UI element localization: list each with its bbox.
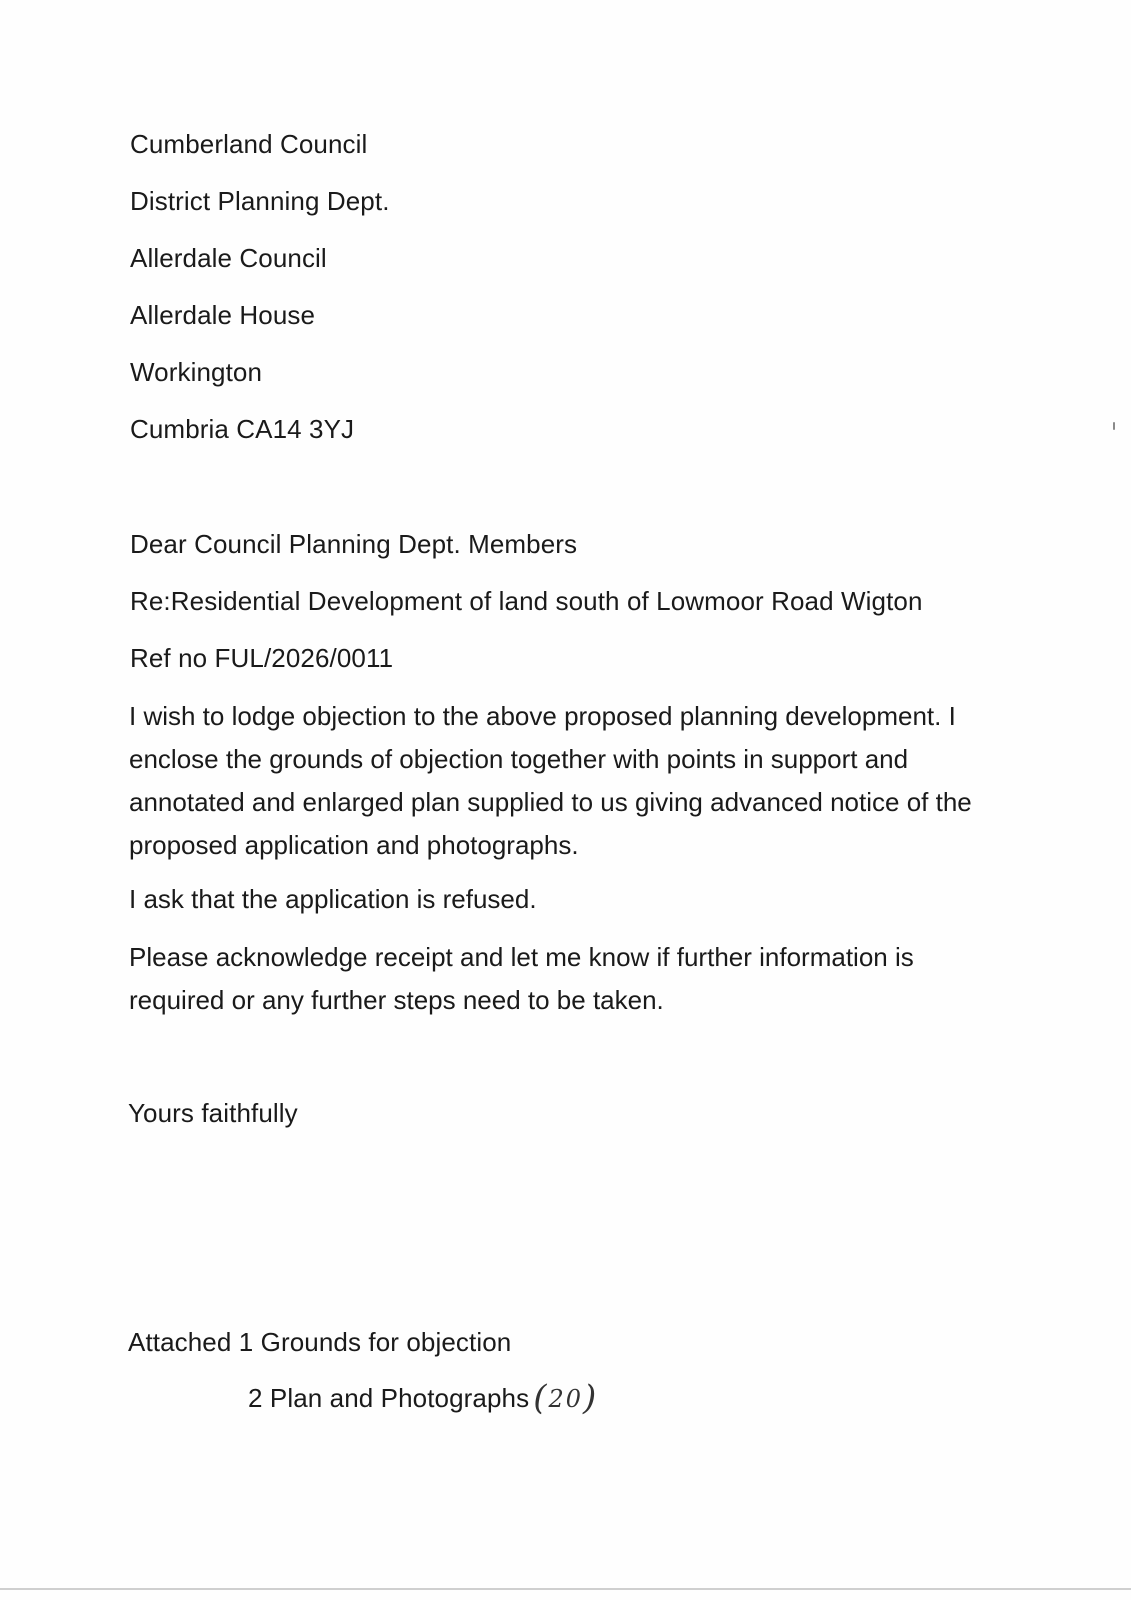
- body-paragraph-2: I ask that the application is refused.: [129, 884, 537, 914]
- attachment-item-1: Attached 1 Grounds for objection: [128, 1327, 512, 1357]
- recipient-line-2: District Planning Dept.: [130, 186, 390, 216]
- handwritten-annotation: (20): [533, 1378, 599, 1418]
- scan-edge-line: [0, 1588, 1131, 1590]
- recipient-line-4: Allerdale House: [130, 300, 316, 330]
- attachment-item-2-text: 2 Plan and Photographs: [248, 1383, 530, 1413]
- closing: Yours faithfully: [128, 1098, 298, 1128]
- recipient-line-3: Allerdale Council: [130, 243, 327, 273]
- recipient-line-6: Cumbria CA14 3YJ: [130, 414, 355, 444]
- subject-line: Re:Residential Development of land south of Lowmoor Road Wigton: [130, 586, 923, 616]
- recipient-line-1: Cumberland Council: [130, 129, 368, 159]
- handwritten-count: 20: [548, 1385, 584, 1413]
- body-paragraph-3: Please acknowledge receipt and let me know if further information is required or any further steps need to be taken.: [129, 942, 914, 1015]
- body-paragraph-1: I wish to lodge objection to the above proposed planning development. I enclose the grounds of objection together with points in support and annotated and enlarged plan supplied to us giving advanced notice of the proposed application and photographs.: [129, 701, 972, 860]
- salutation: Dear Council Planning Dept. Members: [130, 529, 578, 559]
- scan-speck: [1113, 422, 1115, 430]
- reference-number: Ref no FUL/2026/0011: [130, 643, 394, 673]
- attachment-item-2: [248, 1378, 599, 1418]
- recipient-line-5: Workington: [130, 357, 263, 387]
